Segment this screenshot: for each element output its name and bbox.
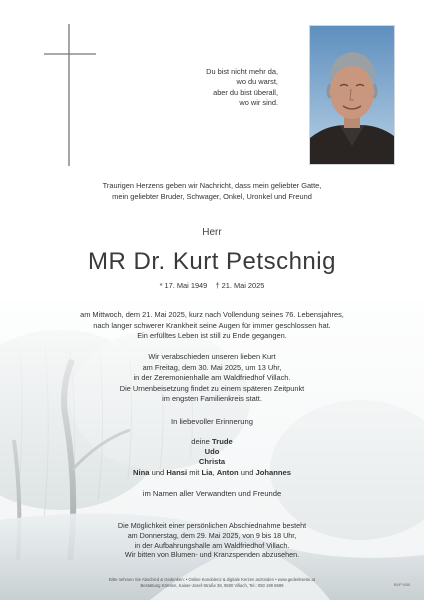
funeral-line: im engsten Familienkreis statt. bbox=[162, 394, 262, 404]
family-member: Hansi bbox=[166, 467, 188, 477]
family-member: Nina bbox=[133, 467, 150, 477]
document-code: BVP 9/50 bbox=[394, 583, 410, 587]
death-notice bbox=[0, 310, 424, 342]
family-line bbox=[0, 437, 424, 447]
portrait-photo bbox=[309, 25, 395, 165]
funeral-line: Wir verabschieden unseren lieben Kurt bbox=[148, 352, 276, 361]
viewing-line: Wir bitten von Blumen- und Kranzspenden abzusehen. bbox=[124, 550, 300, 560]
funeral-line: am Freitag, dem 30. Mai 2025, um 13 Uhr, bbox=[142, 362, 282, 372]
poem-line: wo wir sind. bbox=[239, 98, 278, 108]
viewing-line: am Donnerstag, dem 29. Mai 2025, von 9 bis 18 Uhr, bbox=[127, 530, 297, 540]
family-conjunction: und bbox=[151, 467, 165, 477]
family-line: Nina und Hansi mit Lia, Anton und Johannes bbox=[133, 467, 291, 477]
family-line bbox=[0, 457, 424, 467]
family-conjunction: mit bbox=[189, 467, 200, 477]
family-prefix: deine bbox=[191, 437, 210, 446]
death-notice-line: nach langer schwerer Krankheit seine Augen für immer geschlossen hat. bbox=[93, 320, 331, 330]
funeral-line: in der Zeremonienhalle am Waldfriedhof Villach. bbox=[133, 373, 291, 383]
viewing-details bbox=[0, 521, 424, 560]
family-member: Lia bbox=[201, 467, 213, 477]
intro-line: Traurigen Herzens geben wir Nachricht, dass mein geliebter Gatte, bbox=[102, 181, 322, 190]
intro-line: mein geliebter Bruder, Schwager, Onkel, Uronkel und Freund bbox=[112, 192, 312, 201]
life-dates: * 17. Mai 1949 † 21. Mai 2025 bbox=[159, 281, 265, 290]
family-line bbox=[0, 447, 424, 457]
honorific: Herr bbox=[202, 227, 222, 238]
death-notice-line: am Mittwoch, dem 21. Mai 2025, kurz nach Vollendung seines 76. Lebensjahres, bbox=[80, 310, 344, 319]
funeral-details bbox=[0, 352, 424, 405]
relatives-line: im Namen aller Verwandten und Freunde bbox=[142, 489, 282, 498]
footer-line: Bitte nehmen Sie Abschied & Gedenken: • Online Kondolenz & digitale Kerzen anzünden • www.gedenkseite.at bbox=[109, 577, 315, 582]
death-notice-line: Ein erfülltes Leben ist still zu Ende gegangen. bbox=[137, 331, 287, 341]
family-member: Christa bbox=[198, 457, 226, 467]
footer-imprint bbox=[0, 577, 424, 589]
family-member: Johannes bbox=[255, 467, 291, 477]
poem-line: Du bist nicht mehr da, bbox=[206, 67, 278, 76]
viewing-line: in der Aufbahrungshalle am Waldfriedhof Villach. bbox=[134, 540, 290, 550]
funeral-line: Die Urnenbeisetzung findet zu einem späteren Zeitpunkt bbox=[119, 383, 305, 393]
family-member: Udo bbox=[204, 447, 220, 457]
family-list bbox=[0, 437, 424, 478]
viewing-line: Die Möglichkeit einer persönlichen Abschiednahme besteht bbox=[117, 521, 307, 530]
deceased-name: MR Dr. Kurt Petschnig bbox=[88, 248, 336, 275]
intro-text bbox=[0, 180, 424, 202]
poem bbox=[100, 67, 278, 109]
poem-line: aber du bist überall, bbox=[213, 87, 278, 97]
family-conjunction: und bbox=[240, 467, 254, 477]
memory-heading: In liebevoller Erinnerung bbox=[171, 417, 253, 426]
poem-line: wo du warst, bbox=[236, 77, 278, 87]
footer-line: Bestattung Kärnten, Kaiser-Josef-Straße 38, 9500 Villach, Tel.: 050 199 6699 bbox=[140, 583, 284, 588]
family-member: Anton bbox=[216, 467, 239, 477]
family-member: Trude bbox=[212, 437, 233, 446]
